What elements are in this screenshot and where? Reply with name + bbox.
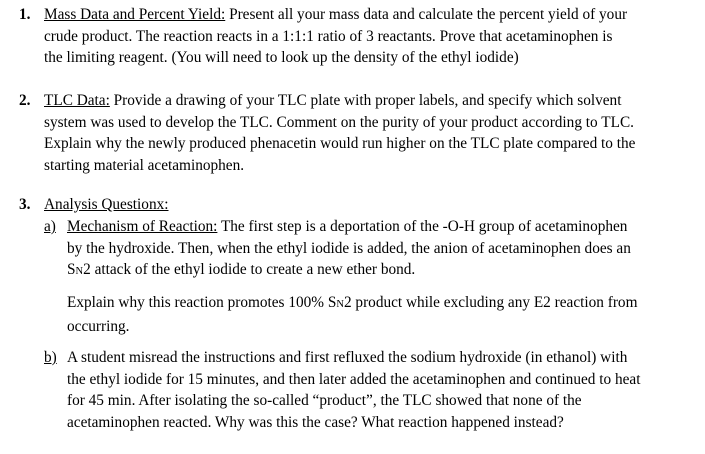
text-line: for 45 min. After isolating the so-called “product”, the TLC showed that none of the	[67, 392, 582, 410]
text-line: Provide a drawing of your TLC plate with proper labels, and specify which solvent	[109, 92, 622, 109]
question-number: 2.	[19, 92, 31, 109]
question-number: 3.	[19, 196, 31, 213]
text-line: crude product. The reaction reacts in a 1:1:1 ratio of 3 reactants. Prove that acetaminophen is	[44, 27, 613, 45]
question-heading: TLC Data:	[44, 92, 110, 109]
subquestion-heading: Mechanism of Reaction:	[67, 218, 218, 235]
text-line: Present all your mass data and calculate the percent yield of your	[225, 6, 628, 23]
subquestion-text	[67, 347, 687, 433]
text-line: system was used to develop the TLC. Comment on the purity of your product according to TLC.	[44, 113, 634, 131]
text-line: The first step is a deportation of the -O-H group of acetaminophen	[217, 218, 628, 235]
text-line: Explain why the newly produced phenacetin would run higher on the TLC plate compared to the	[44, 135, 636, 153]
text-line: the limiting reagent. (You will need to look up the density of the ethyl iodide)	[44, 49, 519, 67]
subquestion-letter: a)	[44, 218, 56, 235]
text-line: occurring.	[67, 317, 130, 335]
text-line: by the hydroxide. Then, when the ethyl iodide is added, the anion of acetaminophen does an	[67, 239, 631, 257]
text-line: SN2 attack of the ethyl iodide to create a new ether bond.	[67, 261, 416, 279]
question-number: 1.	[19, 6, 31, 23]
question-heading: Mass Data and Percent Yield:	[44, 6, 226, 23]
question-text	[44, 90, 684, 176]
text-line: A student misread the instructions and first refluxed the sodium hydroxide (in ethanol) with	[67, 349, 628, 366]
text-line: starting material acetaminophen.	[44, 156, 245, 174]
question-text	[44, 194, 684, 216]
subquestion-text	[67, 292, 687, 337]
text-line: the ethyl iodide for 15 minutes, and then later added the acetaminophen and continued to heat	[67, 370, 641, 388]
subquestion-text	[67, 216, 687, 283]
question-heading: Analysis Questionx:	[44, 196, 169, 213]
question-text	[44, 4, 684, 69]
text-line: acetaminophen reacted. Why was this the case? What reaction happened instead?	[67, 413, 564, 431]
text-line: Explain why this reaction promotes 100% SN2 product while excluding any E2 reaction from	[67, 294, 638, 311]
subquestion-letter: b)	[44, 349, 57, 366]
